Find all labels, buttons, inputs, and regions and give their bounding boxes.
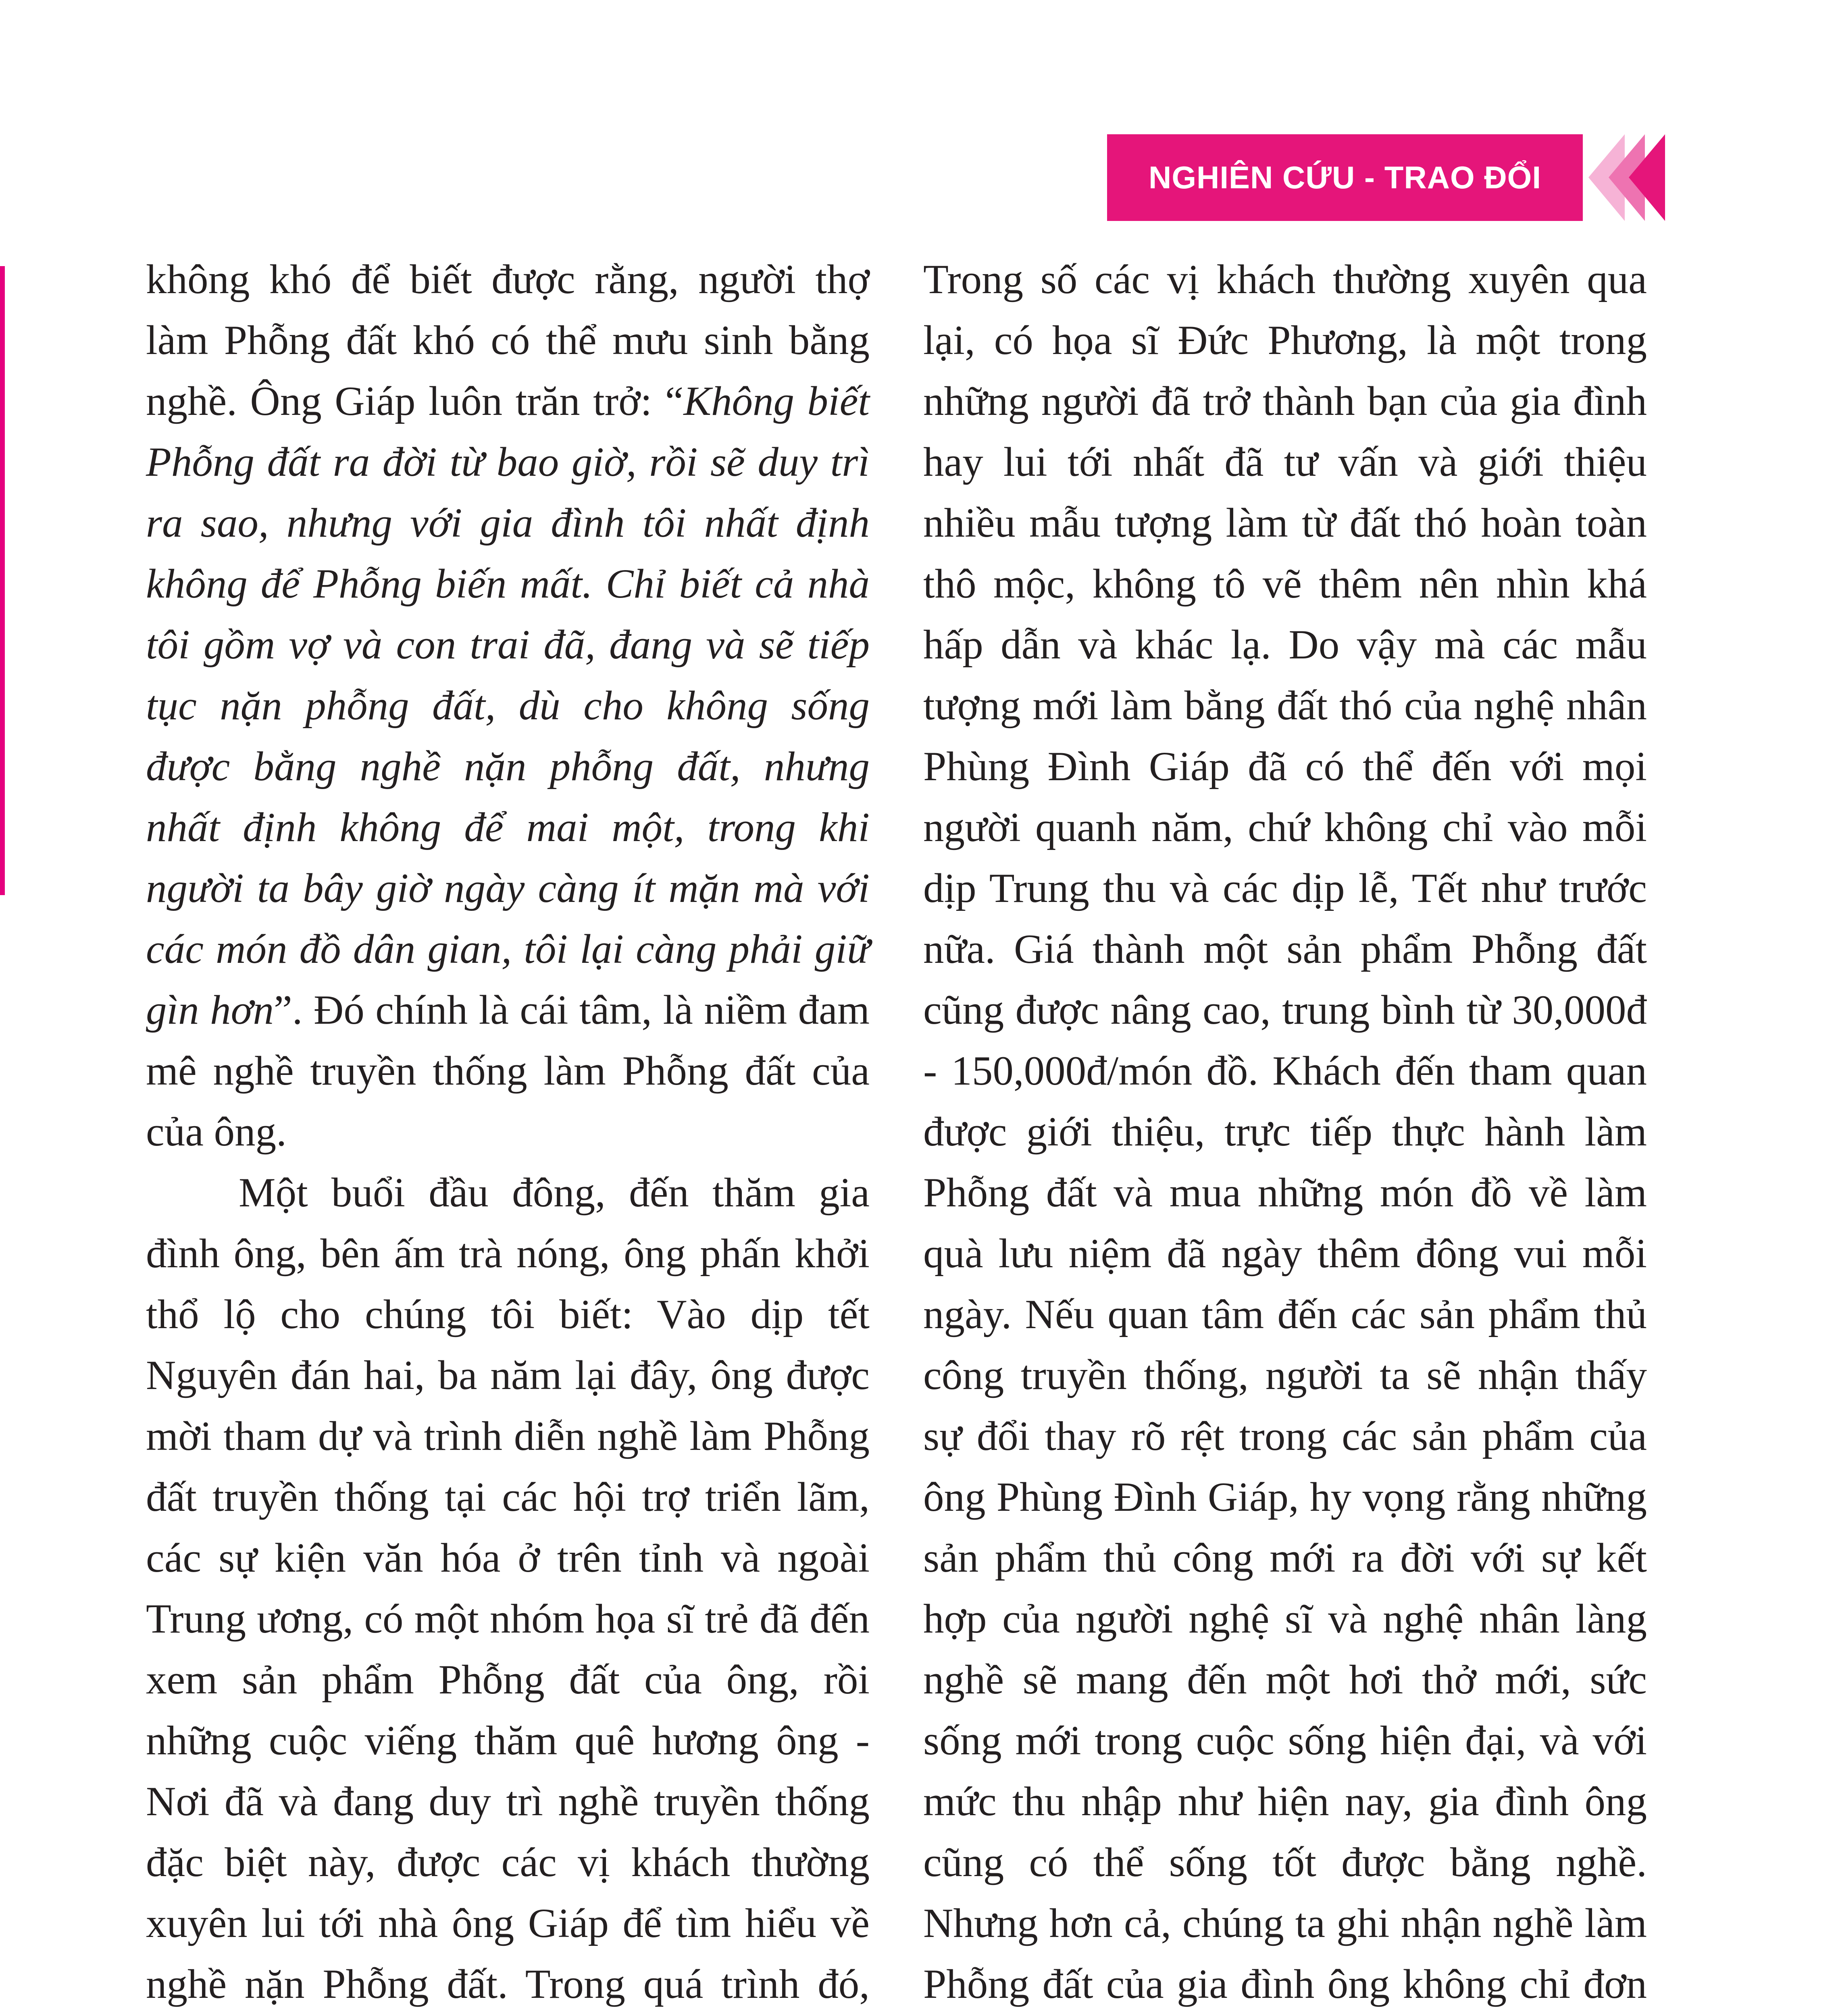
article-column-left [146, 249, 870, 2016]
article-column-right [923, 249, 1647, 2016]
section-title: NGHIÊN CỨU - TRAO ĐỔI [1148, 160, 1542, 195]
paragraph: không khó để biết được rằng, người thợ làm Phỗng đất khó có thể mưu sinh bằng nghề. Ông Giáp luôn trăn trở: “Không biết Phỗng đất ra đời từ bao giờ, rồi sẽ duy trì ra sao, nhưng với gia đình tôi nhất định không để Phỗng biến mất. Chỉ biết cả nhà tôi gồm vợ và con trai đã, đang và sẽ tiếp tục nặn phỗng đất, dù cho không sống được bằng nghề nặn phỗng đất, nhưng nhất định không để mai một, trong khi người ta bây giờ ngày càng ít mặn mà với các món đồ dân gian, tôi lại càng phải giữ gìn hơn”. Đó chính là cái tâm, là niềm đam mê nghề truyền thống làm Phỗng đất của của ông. [146, 256, 870, 1155]
chevron-arrows-icon [1564, 134, 1669, 221]
section-header-tab [1107, 134, 1583, 221]
quote-text: Không biết Phỗng đất ra đời từ bao giờ, rồi sẽ duy trì ra sao, nhưng với gia đình tôi nhất định không để Phỗng biến mất. Chỉ biết cả nhà tôi gồm vợ và con trai đã, đang và sẽ tiếp tục nặn phỗng đất, dù cho không sống được bằng nghề nặn phỗng đất, nhưng nhất định không để mai một, trong khi người ta bây giờ ngày càng ít mặn mà với các món đồ dân gian, tôi lại càng phải giữ gìn hơn [146, 378, 870, 1033]
paragraph: Một buổi đầu đông, đến thăm gia đình ông, bên ấm trà nóng, ông phấn khởi thổ lộ cho chúng tôi biết: Vào dịp tết Nguyên đán hai, ba năm lại đây, ông được mời tham dự và trình diễn nghề làm Phỗng đất truyền thống tại các hội trợ triển lãm, các sự kiện văn hóa ở trên tỉnh và ngoài Trung ương, có một nhóm họa sĩ trẻ đã đến xem sản phẩm Phỗng đất của ông, rồi những cuộc viếng thăm quê hương ông - Nơi đã và đang duy trì nghề truyền thống đặc biệt này, được các vị khách thường xuyên lui tới nhà ông Giáp để tìm hiểu về nghề nặn Phỗng đất. Trong quá trình đó, [146, 1170, 870, 2007]
paragraph: Trong số các vị khách thường xuyên qua lại, có họa sĩ Đức Phương, là một trong những người đã trở thành bạn của gia đình hay lui tới nhất đã tư vấn và giới thiệu nhiều mẫu tượng làm từ đất thó hoàn toàn thô mộc, không tô vẽ thêm nên nhìn khá hấp dẫn và khác lạ. Do vậy mà các mẫu tượng mới làm bằng đất thó của nghệ nhân Phùng Đình Giáp đã có thể đến với mọi người quanh năm, chứ không chỉ vào mỗi dịp Trung thu và các dịp lễ, Tết như trước nữa. Giá thành một sản phẩm Phỗng đất cũng được nâng cao, trung bình từ 30,000đ - 150,000đ/món đồ. Khách đến tham quan được giới thiệu, trực tiếp thực hành làm Phỗng đất và mua những món đồ về làm quà lưu niệm đã ngày thêm đông vui mỗi ngày. Nếu quan tâm đến các sản phẩm thủ công truyền thống, người ta sẽ nhận thấy sự đổi thay rõ rệt trong các sản phẩm của ông Phùng Đình Giáp, hy vọng rằng những sản phẩm thủ công mới ra đời với sự kết hợp của người nghệ sĩ và nghệ nhân làng nghề sẽ mang đến một hơi thở mới, sức sống mới trong cuộc sống hiện đại, và với mức thu nhập như hiện nay, gia đình ông cũng có thể sống tốt được bằng nghề. Nhưng hơn cả, chúng ta ghi nhận nghề làm Phỗng đất của gia đình ông không chỉ đơn [923, 256, 1647, 2007]
left-accent-bar [0, 266, 5, 895]
